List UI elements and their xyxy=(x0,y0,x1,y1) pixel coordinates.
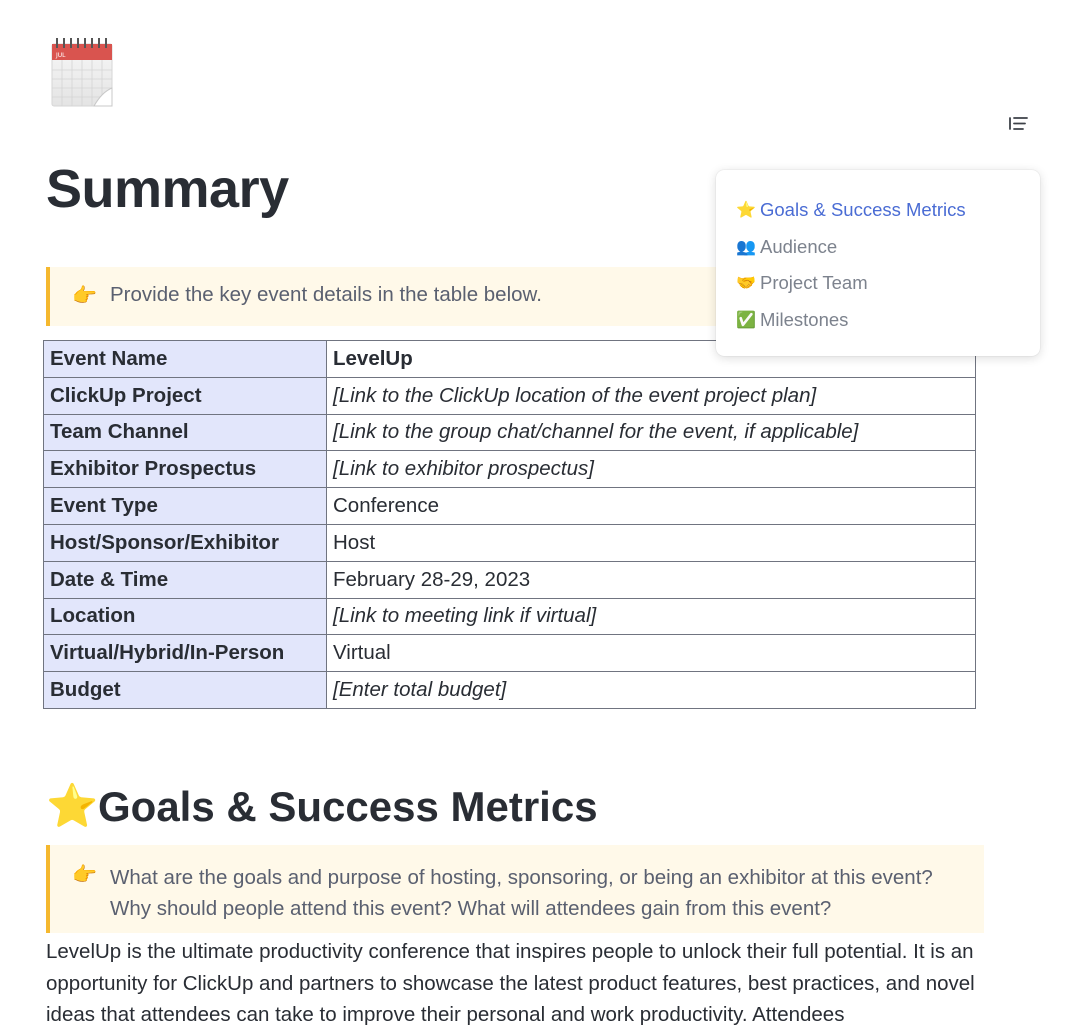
toc-item-project-team[interactable] xyxy=(736,265,1040,302)
toc-item-audience[interactable] xyxy=(736,229,1040,266)
table-row xyxy=(44,561,976,598)
table-row xyxy=(44,451,976,488)
table-cell-value[interactable]: [Link to the ClickUp location of the event project plan] xyxy=(327,377,976,414)
toc-item-label: Audience xyxy=(760,235,838,257)
table-cell-label[interactable]: Event Type xyxy=(44,488,327,525)
table-cell-label[interactable]: Budget xyxy=(44,672,327,709)
callout-text: Provide the key event details in the table below. xyxy=(110,283,542,306)
callout-text-line: Why should people attend this event? What will attendees gain from this event? xyxy=(110,897,832,920)
table-cell-value[interactable]: [Enter total budget] xyxy=(327,672,976,709)
pointing-hand-icon: 👉 xyxy=(72,864,97,886)
table-cell-value[interactable]: February 28-29, 2023 xyxy=(327,561,976,598)
table-of-contents-icon[interactable] xyxy=(1008,114,1030,134)
callout-instructions xyxy=(46,267,738,326)
toc-item-label: Project Team xyxy=(760,272,868,294)
table-cell-value[interactable]: [Link to the group chat/channel for the event, if applicable] xyxy=(327,414,976,451)
body-paragraph: LevelUp is the ultimate productivity conference that inspires people to unlock their full potential. It is an opportunity for ClickUp and partners to showcase the latest product features, best practices, and novel ideas that attendees can take to improve their personal and work productivity. Attendees xyxy=(46,940,975,1026)
check-mark-icon: ✅ xyxy=(736,311,756,329)
table-cell-label[interactable]: Event Name xyxy=(44,341,327,378)
toc-item-label: Milestones xyxy=(760,308,849,330)
star-icon: ⭐ xyxy=(46,782,99,829)
table-row xyxy=(44,672,976,709)
table-row xyxy=(44,377,976,414)
table-cell-value[interactable]: Conference xyxy=(327,488,976,525)
toc-item-goals[interactable] xyxy=(736,192,1040,229)
table-cell-label[interactable]: Date & Time xyxy=(44,561,327,598)
table-row xyxy=(44,414,976,451)
table-row xyxy=(44,524,976,561)
table-cell-value[interactable]: Host xyxy=(327,524,976,561)
table-cell-label[interactable]: Exhibitor Prospectus xyxy=(44,451,327,488)
handshake-icon: 🤝 xyxy=(736,275,756,293)
table-cell-value[interactable]: [Link to meeting link if virtual] xyxy=(327,598,976,635)
callout-text-line: What are the goals and purpose of hosting, sponsoring, or being an exhibitor at this event? xyxy=(110,866,933,889)
table-of-contents-popover xyxy=(716,170,1040,356)
table-cell-value[interactable]: LevelUp xyxy=(327,341,976,378)
table-row xyxy=(44,598,976,635)
table-cell-value[interactable]: Virtual xyxy=(327,635,976,672)
toc-item-milestones[interactable] xyxy=(736,302,1040,339)
table-row xyxy=(44,635,976,672)
table-cell-label[interactable]: Host/Sponsor/Exhibitor xyxy=(44,524,327,561)
table-cell-label[interactable]: ClickUp Project xyxy=(44,377,327,414)
table-cell-value[interactable]: [Link to exhibitor prospectus] xyxy=(327,451,976,488)
table-cell-label[interactable]: Team Channel xyxy=(44,414,327,451)
section-heading-text: Goals & Success Metrics xyxy=(98,782,598,830)
svg-text:JUL: JUL xyxy=(56,52,66,59)
table-row xyxy=(44,488,976,525)
page-title: Summary xyxy=(46,159,289,219)
callout-goals-prompt xyxy=(46,845,984,933)
table-cell-label[interactable]: Location xyxy=(44,598,327,635)
event-details-table xyxy=(43,340,976,709)
calendar-icon[interactable] xyxy=(50,36,114,108)
people-icon: 👥 xyxy=(736,238,756,256)
pointing-hand-icon: 👉 xyxy=(72,285,97,307)
table-cell-label[interactable]: Virtual/Hybrid/In-Person xyxy=(44,635,327,672)
toc-item-label: Goals & Success Metrics xyxy=(760,199,966,221)
star-icon: ⭐ xyxy=(736,202,756,220)
section-heading-goals xyxy=(46,782,598,831)
